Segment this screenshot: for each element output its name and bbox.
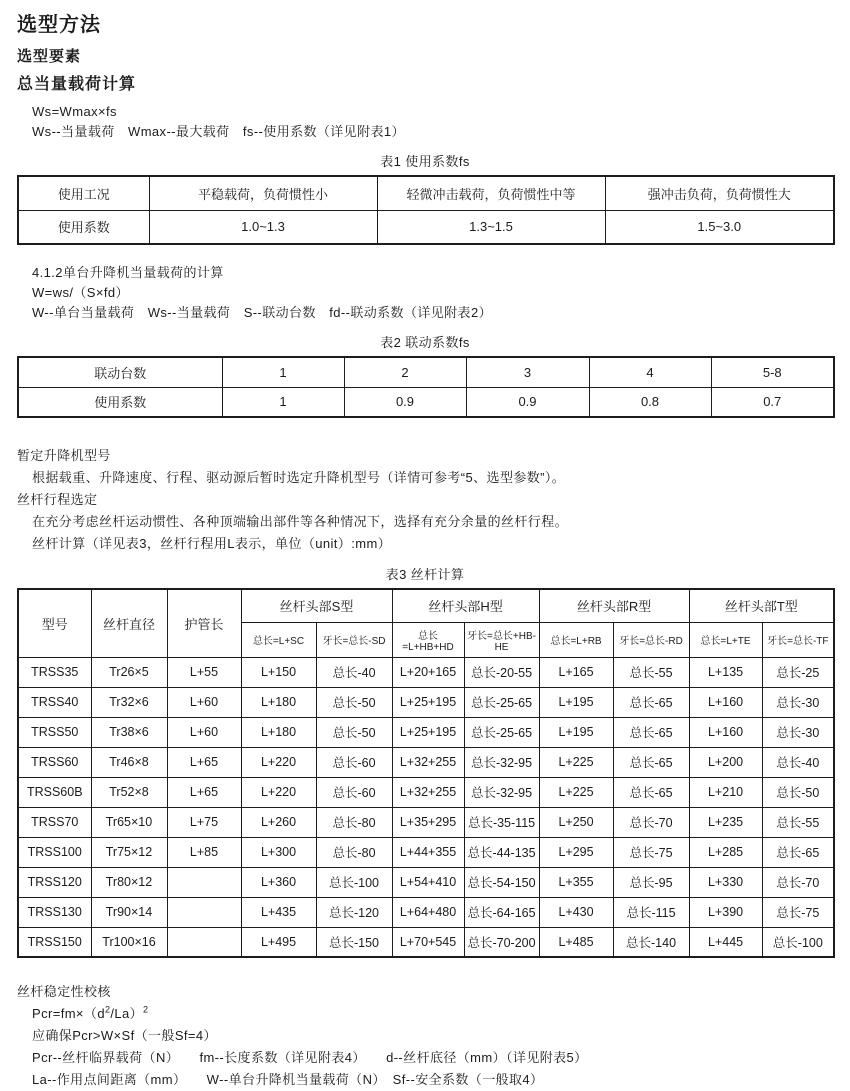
table-row [18, 747, 834, 777]
table-cell: Tr52×8 [91, 777, 167, 807]
table-cell: L+32+255 [392, 777, 464, 807]
table-cell: 总长-70-200 [464, 927, 539, 957]
table-cell: 总长-75 [613, 837, 689, 867]
table-row [18, 657, 834, 687]
table-cell: Tr38×6 [91, 717, 167, 747]
table-cell: 总长-65 [762, 837, 834, 867]
table-cell: 总长-115 [613, 897, 689, 927]
table-cell: 0.9 [466, 387, 589, 417]
pcr-formula-mid: /La） [110, 1006, 144, 1021]
table-cell: 总长-150 [316, 927, 392, 957]
table-row [18, 837, 834, 867]
table-cell: 总长-64-165 [464, 897, 539, 927]
table-cell: L+225 [539, 747, 613, 777]
pcr-formula-base: Pcr=fm×（d [32, 1006, 105, 1021]
table-cell: 1 [222, 357, 344, 387]
table-cell: L+210 [689, 777, 762, 807]
table-cell: L+160 [689, 717, 762, 747]
model-cell: TRSS150 [18, 927, 91, 957]
table-cell [167, 867, 241, 897]
subheader-t-total: 总长=L+TE [689, 622, 762, 657]
table-cell: 总长-44-135 [464, 837, 539, 867]
table-cell: 总长-65 [613, 777, 689, 807]
table-header-cell: 平稳载荷，负荷惯性小 [149, 176, 377, 210]
table-cell: L+65 [167, 747, 241, 777]
table-cell: 总长-30 [762, 717, 834, 747]
table-cell: L+180 [241, 687, 316, 717]
table-cell: L+390 [689, 897, 762, 927]
table-cell: L+195 [539, 687, 613, 717]
table-row [18, 387, 834, 417]
table-cell: L+300 [241, 837, 316, 867]
table-row [18, 927, 834, 957]
table-cell: L+55 [167, 657, 241, 687]
table-cell [167, 897, 241, 927]
stability-ensure-line: 应确保Pcr>W×Sf（一般Sf=4） [32, 1028, 217, 1043]
table-cell: L+260 [241, 807, 316, 837]
table-cell: Tr90×14 [91, 897, 167, 927]
table-header-cell: 轻微冲击载荷，负荷惯性中等 [377, 176, 605, 210]
table-cell: L+180 [241, 717, 316, 747]
table-cell: 总长-32-95 [464, 777, 539, 807]
table-cell: 总长-80 [316, 807, 392, 837]
table-cell: L+435 [241, 897, 316, 927]
table-cell: 总长-80 [316, 837, 392, 867]
table-header-cell: 强冲击负荷，负荷惯性大 [605, 176, 834, 210]
subheader-s-total: 总长=L+SC [241, 622, 316, 657]
table-cell: 0.7 [711, 387, 834, 417]
table-cell: L+60 [167, 687, 241, 717]
table-cell: 总长-65 [613, 687, 689, 717]
table-cell: L+495 [241, 927, 316, 957]
table-cell: L+160 [689, 687, 762, 717]
table-cell: L+485 [539, 927, 613, 957]
table-cell: L+150 [241, 657, 316, 687]
column-header-diameter: 丝杆直径 [91, 589, 167, 657]
table-cell: L+70+545 [392, 927, 464, 957]
table-cell [167, 927, 241, 957]
table-cell: 2 [344, 357, 466, 387]
table-cell: 总长-40 [316, 657, 392, 687]
table-cell: L+135 [689, 657, 762, 687]
table-row [18, 357, 834, 387]
pcr-formula [17, 1003, 833, 1025]
table-cell: 总长-32-95 [464, 747, 539, 777]
subheader-h-thread: 牙长=总长+HB-HE [464, 622, 539, 657]
subheader-t-thread: 牙长=总长-TF [762, 622, 834, 657]
table-cell: L+35+295 [392, 807, 464, 837]
table-cell: L+65 [167, 777, 241, 807]
pcr-formula-exp2: 2 [143, 1004, 149, 1015]
screw-stroke-text: 在充分考虑丝杆运动惯性、各种顶端输出部件等各种情况下，选择有充分余量的丝杆行程。 [32, 514, 569, 529]
equivalent-load-formula: Ws=Wmax×fs [32, 104, 117, 119]
table-cell: L+75 [167, 807, 241, 837]
table-cell: L+295 [539, 837, 613, 867]
table-cell: L+220 [241, 777, 316, 807]
table-cell: L+20+165 [392, 657, 464, 687]
table-cell: 总长-50 [762, 777, 834, 807]
table-cell: 1 [222, 387, 344, 417]
model-cell: TRSS50 [18, 717, 91, 747]
page-subtitle: 选型要素 [17, 48, 82, 65]
table-cell: 总长-60 [316, 747, 392, 777]
stability-legend-2: La--作用点间距离（mm） W--单台升降机当量载荷（N） Sf--安全系数（一般取4） [32, 1072, 544, 1087]
table-cell: 4 [589, 357, 711, 387]
model-cell: TRSS60 [18, 747, 91, 777]
table-row [18, 897, 834, 927]
screw-stroke-heading: 丝杆行程选定 [17, 492, 98, 507]
equivalent-load-legend: Ws--当量载荷 Wmax--最大载荷 fs--使用系数（详见附表1） [32, 124, 405, 139]
column-header-model: 型号 [18, 589, 91, 657]
table-cell: 总长-60 [316, 777, 392, 807]
table-cell: 总长-50 [316, 717, 392, 747]
table-cell: 总长-65 [613, 747, 689, 777]
page-title: 选型方法 [17, 14, 101, 36]
table-cell: 1.5~3.0 [605, 210, 834, 244]
table-row [18, 867, 834, 897]
table-cell: L+200 [689, 747, 762, 777]
subheader-h-total: 总长=L+HB+HD [392, 622, 464, 657]
table-cell: L+285 [689, 837, 762, 867]
table-header-cell: 使用工况 [18, 176, 149, 210]
model-cell: TRSS60B [18, 777, 91, 807]
table-cell: 1.3~1.5 [377, 210, 605, 244]
table-cell: 总长-70 [613, 807, 689, 837]
table-cell: Tr32×6 [91, 687, 167, 717]
table-row [18, 687, 834, 717]
pcr-formula-exp1: 2 [104, 1004, 111, 1015]
table-cell: L+64+480 [392, 897, 464, 927]
table-cell: L+60 [167, 717, 241, 747]
table-cell: L+195 [539, 717, 613, 747]
table-cell: L+165 [539, 657, 613, 687]
table-cell: 总长-95 [613, 867, 689, 897]
tentative-model-heading: 暂定升降机型号 [17, 448, 111, 463]
table-cell: 总长-70 [762, 867, 834, 897]
table-cell: 总长-25 [762, 657, 834, 687]
model-cell: TRSS120 [18, 867, 91, 897]
table-cell: 总长-25-65 [464, 687, 539, 717]
table-cell: L+85 [167, 837, 241, 867]
section-412-heading: 4.1.2单台升降机当量载荷的计算 [32, 265, 224, 280]
table-cell: 总长-20-55 [464, 657, 539, 687]
table-cell: 总长-100 [316, 867, 392, 897]
unit-load-formula: W=ws/（S×fd） [32, 285, 129, 300]
table-cell: 总长-120 [316, 897, 392, 927]
section-load-calc-heading: 总当量载荷计算 [17, 76, 137, 93]
table-cell: 总长-35-115 [464, 807, 539, 837]
subheader-r-thread: 牙长=总长-RD [613, 622, 689, 657]
table-cell: 总长-55 [613, 657, 689, 687]
stability-check-heading: 丝杆稳定性校核 [17, 984, 111, 999]
table-cell: L+25+195 [392, 687, 464, 717]
column-group-h-type: 丝杆头部H型 [392, 589, 539, 622]
table-cell: 总长-55 [762, 807, 834, 837]
table-cell: L+32+255 [392, 747, 464, 777]
tentative-model-text: 根据载重、升降速度、行程、驱动源后暂时选定升降机型号（详情可参考“5、选型参数”）。 [32, 470, 566, 485]
table-cell: 总长-50 [316, 687, 392, 717]
table-cell: 总长-75 [762, 897, 834, 927]
model-cell: TRSS40 [18, 687, 91, 717]
table-cell: L+225 [539, 777, 613, 807]
table-cell: 5-8 [711, 357, 834, 387]
model-cell: TRSS130 [18, 897, 91, 927]
table-cell: Tr26×5 [91, 657, 167, 687]
column-group-s-type: 丝杆头部S型 [241, 589, 392, 622]
column-group-t-type: 丝杆头部T型 [689, 589, 834, 622]
table-cell: L+25+195 [392, 717, 464, 747]
table-cell: L+54+410 [392, 867, 464, 897]
column-group-r-type: 丝杆头部R型 [539, 589, 689, 622]
table-cell: Tr80×12 [91, 867, 167, 897]
table-cell: 总长-65 [613, 717, 689, 747]
table-cell: 总长-25-65 [464, 717, 539, 747]
table3-caption: 表3 丝杆计算 [385, 567, 465, 582]
table-row [18, 176, 834, 210]
table-cell: 0.9 [344, 387, 466, 417]
linkage-coefficient-table [17, 356, 835, 418]
table-cell: 1.0~1.3 [149, 210, 377, 244]
table2-caption: 表2 联动系数fs [380, 335, 470, 350]
table-cell: 总长-100 [762, 927, 834, 957]
column-header-tube: 护管长 [167, 589, 241, 657]
table-cell: 总长-54-150 [464, 867, 539, 897]
subheader-r-total: 总长=L+RB [539, 622, 613, 657]
table-row [18, 777, 834, 807]
table-header-cell: 使用系数 [18, 387, 222, 417]
table-cell: 总长-140 [613, 927, 689, 957]
table-cell: L+235 [689, 807, 762, 837]
unit-load-legend: W--单台当量载荷 Ws--当量载荷 S--联动台数 fd--联动系数（详见附表2） [32, 305, 492, 320]
usage-coefficient-table [17, 175, 835, 245]
table-group-header-row [18, 589, 834, 622]
screw-calc-note: 丝杆计算（详见表3，丝杆行程用L表示，单位（unit）:mm） [32, 536, 392, 551]
table-cell: 总长-30 [762, 687, 834, 717]
screw-calculation-table [17, 588, 835, 958]
model-cell: TRSS35 [18, 657, 91, 687]
table-cell: Tr75×12 [91, 837, 167, 867]
table-cell: L+250 [539, 807, 613, 837]
table-cell: Tr100×16 [91, 927, 167, 957]
table-cell: L+445 [689, 927, 762, 957]
subheader-s-thread: 牙长=总长-SD [316, 622, 392, 657]
table-cell: L+44+355 [392, 837, 464, 867]
model-cell: TRSS100 [18, 837, 91, 867]
table-row [18, 717, 834, 747]
table1-caption: 表1 使用系数fs [380, 154, 470, 169]
table-cell: Tr46×8 [91, 747, 167, 777]
table-cell: L+330 [689, 867, 762, 897]
table-cell: L+355 [539, 867, 613, 897]
table-cell: 0.8 [589, 387, 711, 417]
table-cell: L+220 [241, 747, 316, 777]
table-cell: L+430 [539, 897, 613, 927]
table-cell: 3 [466, 357, 589, 387]
table-cell: 使用系数 [18, 210, 149, 244]
table-cell: L+360 [241, 867, 316, 897]
table-cell: Tr65×10 [91, 807, 167, 837]
screw-table-body [18, 657, 834, 957]
table-row [18, 807, 834, 837]
table-row [18, 210, 834, 244]
table-header-cell: 联动台数 [18, 357, 222, 387]
stability-legend-1: Pcr--丝杆临界载荷（N） fm--长度系数（详见附表4） d--丝杆底径（mm）（详见附表5） [32, 1050, 588, 1065]
model-cell: TRSS70 [18, 807, 91, 837]
table-cell: 总长-40 [762, 747, 834, 777]
